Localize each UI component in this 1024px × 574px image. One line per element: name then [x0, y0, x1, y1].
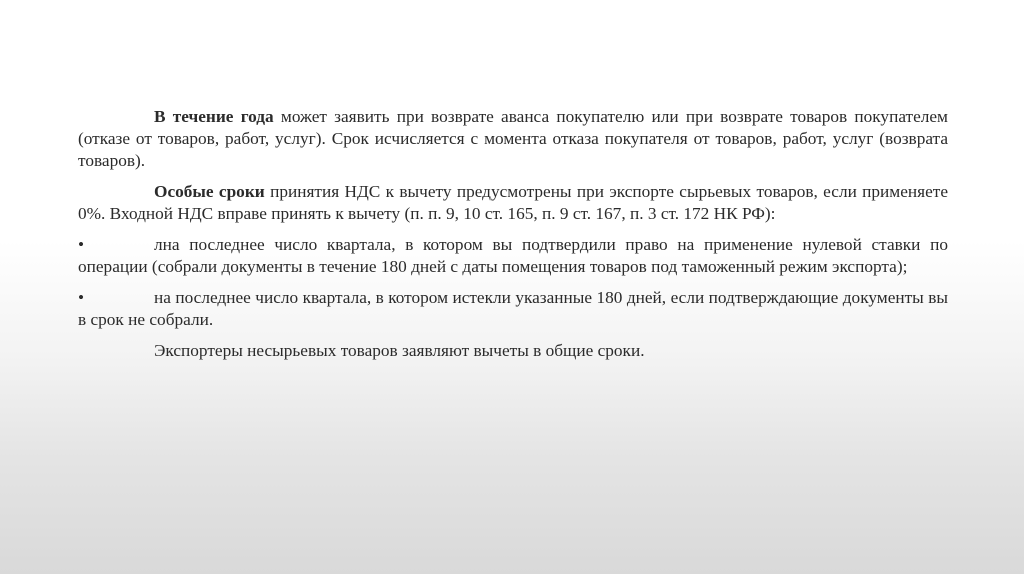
- bullet-item: [78, 234, 948, 278]
- paragraph-special-terms: [78, 181, 948, 225]
- paragraph-closing: Экспортеры несырьевых товаров заявляют вычеты в общие сроки.: [154, 341, 645, 360]
- paragraph-body: принятия НДС к вычету предусмотрены при экспорте сырьевых товаров, если применяете 0%. Входной НДС вправе принять к вычету (п. п. 9, 10 ст. 165, п. 9 ст. 167, п. 3 ст. 172 НК РФ):: [78, 182, 949, 223]
- bullet-item: [78, 287, 948, 331]
- slide-text-body: [78, 106, 948, 371]
- paragraph-lead-bold: В течение года: [154, 107, 274, 126]
- paragraph-body: может заявить при возврате аванса покупателю или при возврате товаров покупателем (отказе от товаров, работ, услуг). Срок исчисляется с момента отказа покупателя от товаров, работ, услуг (возврата товаров).: [78, 107, 948, 170]
- bullet-text: лна последнее число квартала, в котором вы подтвердили право на применение нулевой ставки по операции (собрали документы в течение 180 дней с даты помещения товаров под таможенный режим экспорта);: [78, 235, 948, 276]
- bullet-mark: •: [78, 288, 85, 307]
- paragraph-lead-bold: Особые сроки: [154, 182, 265, 201]
- paragraph-within-year: [78, 106, 948, 172]
- bullet-text: на последнее число квартала, в котором истекли указанные 180 дней, если подтверждающие документы вы в срок не собрали.: [78, 288, 948, 329]
- bullet-mark: •: [78, 235, 85, 254]
